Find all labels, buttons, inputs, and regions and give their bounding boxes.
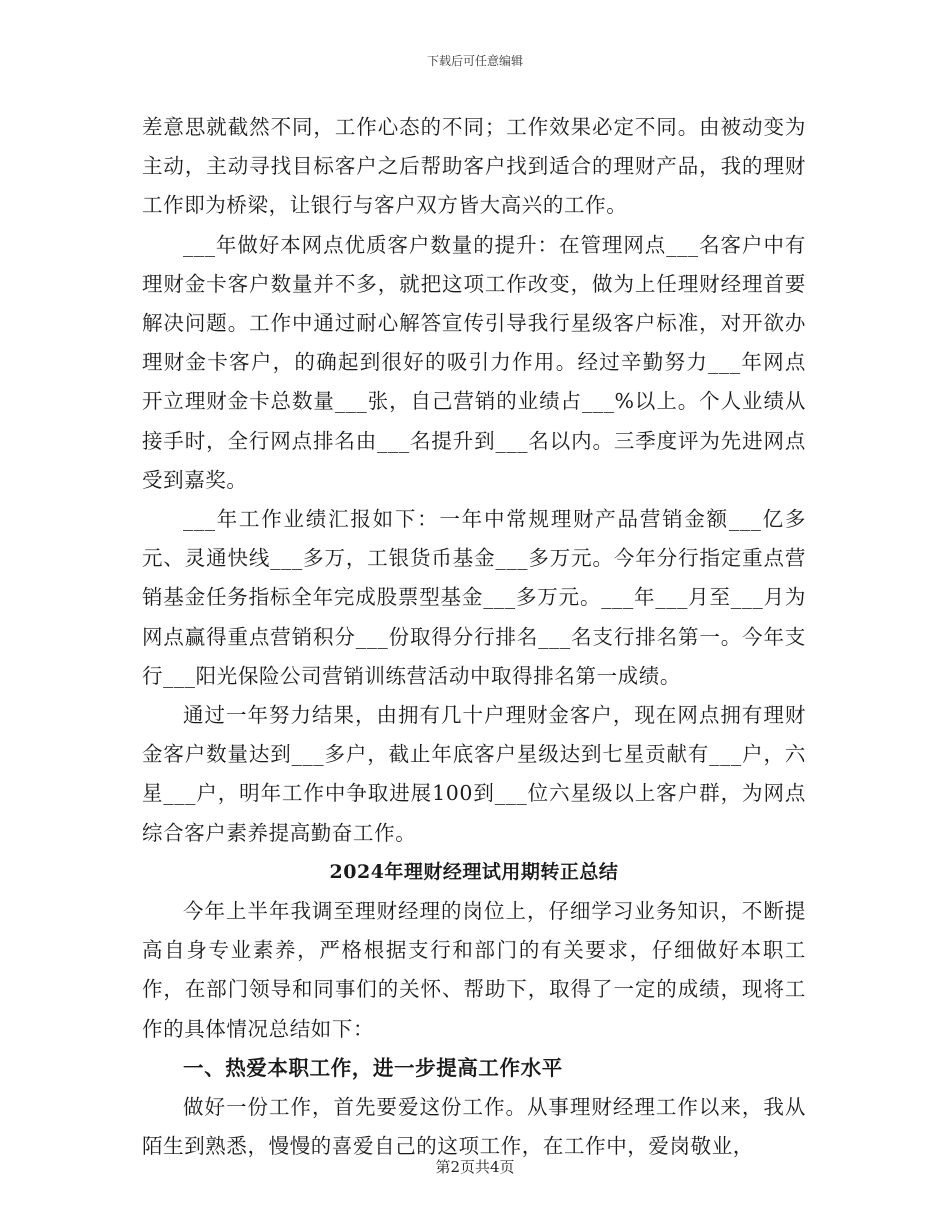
page-header-note: 下载后可任意编辑	[426, 54, 523, 68]
paragraph-2: ___年做好本网点优质客户数量的提升：在管理网点___名客户中有理财金卡客户数量并不多，就把这项工作改变，做为上任理财经理首要解决问题。工作中通过耐心解答宣传引导我行星级客户标准，对开欲办理财金卡客户，的确起到很好的吸引力作用。经过辛勤努力___年网点开立理财金卡总数量___张，自己营销的业绩占___%以上。个人业绩从接手时，全行网点排名由___名提升到___名以内。三季度评为先进网点受到嘉奖。	[142, 232, 806, 492]
paragraph-3: ___年工作业绩汇报如下：一年中常规理财产品营销金额___亿多元、灵通快线___多万，工银货币基金___多万元。今年分行指定重点营销基金任务指标全年完成股票型基金___多万元。___年___月至___月为网点赢得重点营销积分___份取得分行排名___名支行排名第一。今年支行___阳光保险公司营销训练营活动中取得排名第一成绩。	[142, 507, 806, 688]
paragraph-4: 通过一年努力结果，由拥有几十户理财金客户，现在网点拥有理财金客户数量达到___多户，截止年底客户星级达到七星贡献有___户，六星___户，明年工作中争取进展100到___位六星级以上客户群，为网点综合客户素养提高勤奋工作。	[142, 703, 806, 845]
document-body	[142, 108, 806, 1166]
paragraph-6: 做好一份工作，首先要爱这份工作。从事理财经理工作以来，我从陌生到熟悉，慢慢的喜爱自己的这项工作，在工作中，爱岗敬业，	[142, 1095, 806, 1159]
document-title: 2024年理财经理试用期转正总结	[329, 860, 619, 883]
page-number: 第2页共4页	[435, 1158, 515, 1176]
paragraph-5: 今年上半年我调至理财经理的岗位上，仔细学习业务知识，不断提高自身专业素养，严格根据支行和部门的有关要求，仔细做好本职工作，在部门领导和同事们的关怀、帮助下，取得了一定的成绩，现将工作的具体情况总结如下：	[142, 899, 806, 1041]
section-heading-1: 一、热爱本职工作，进一步提高工作水平	[183, 1055, 563, 1080]
paragraph-1: 差意思就截然不同，工作心态的不同；工作效果必定不同。由被动变为主动，主动寻找目标客户之后帮助客户找到适合的理财产品，我的理财工作即为桥梁，让银行与客户双方皆大高兴的工作。	[142, 115, 806, 218]
